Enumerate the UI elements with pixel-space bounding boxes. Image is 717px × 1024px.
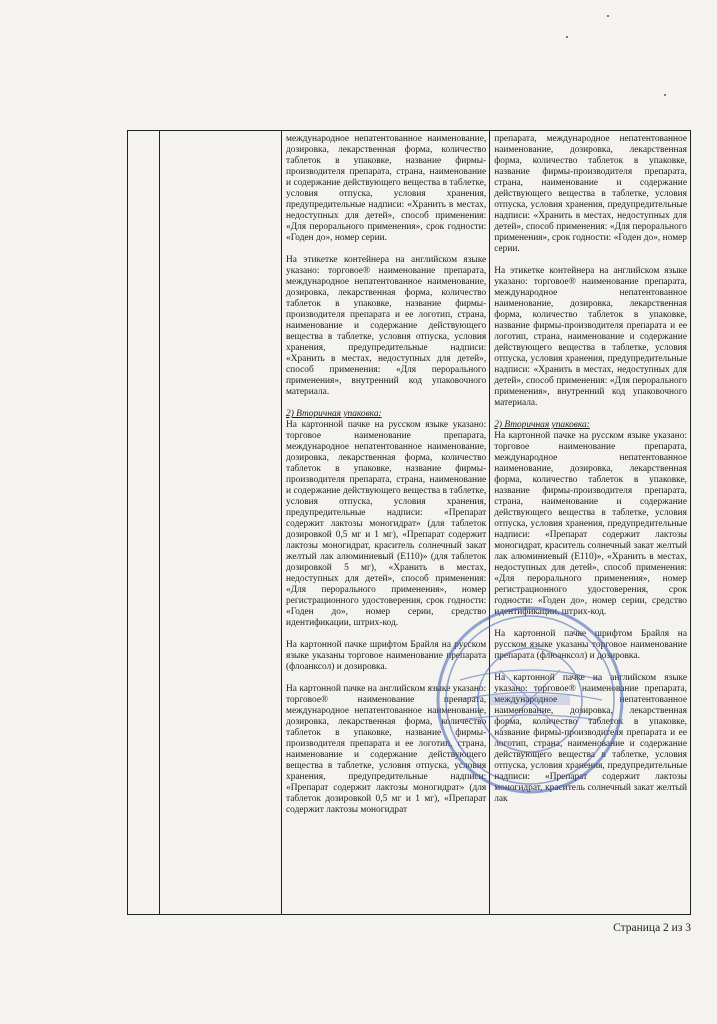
paragraph: На картонной пачке на русском языке указано: торговое наименование препарата, международное непатентованное наименование, дозировка, лекарственная форма, количество таблеток в упаковке, название фирмы-производителя препарата, страна, наименование и содержание действующего вещества в таблетке, условия отпуска, условия хранения, предупредительные надписи: «Препарат содержит лактозы моногидрат, краситель солнечный закат желтый лак алюминиевый (Е110)», «Хранить в местах, недоступных для детей», способ применения: «Для перорального применения», номер регистрационного удостоверения, срок годности: «Годен до», номер серии, средство идентификации, штрих-код. bbox=[494, 431, 687, 617]
table-cell-current-text bbox=[282, 131, 490, 915]
section-heading: 2) Вторичная упаковка: bbox=[286, 409, 382, 419]
paragraph: препарата, международное непатентованное наименование, дозировка, лекарственная форма, количество таблеток в упаковке, название фирмы-производителя препарата, страна, наименование и содержание действующего вещества в таблетке, условия отпуска, условия хранения, предупредительные надписи: «Хранить в местах, недоступных для детей», способ применения: «Для перорального применения», срок годности: «Годен до», номер серии. bbox=[494, 134, 687, 254]
paragraph: На картонной пачке шрифтом Брайля на русском языке указаны торговое наименование препарата (флюанксол) и дозировка. bbox=[494, 629, 687, 661]
paragraph: На картонной пачке шрифтом Брайля на русском языке указаны торговое наименование препарата (флоанксол) и дозировка. bbox=[286, 640, 487, 672]
table-cell-section bbox=[159, 131, 281, 915]
page-number: Страница 2 из 3 bbox=[613, 922, 691, 934]
table-row bbox=[128, 131, 691, 915]
paragraph: На картонной пачке на английском языке указано: торговое® наименование препарата, международное непатентованное наименование, дозировка, лекарственная форма, количество таблеток в упаковке, название фирмы-производителя препарата и ее логотип, страна, наименование и содержание действующего вещества в таблетке, условия отпуска, условия хранения, предупредительные надписи: «Препарат содержит лактозы моногидрат, краситель солнечный закат желтый лак bbox=[494, 673, 687, 804]
paper-speck bbox=[664, 94, 666, 96]
paper-speck bbox=[566, 36, 568, 38]
paragraph: На этикетке контейнера на английском языке указано: торговое® наименование препарата, международное непатентованное наименование, дозировка, лекарственная форма, количество таблеток в упаковке, название фирмы-производителя препарата и ее логотип, страна, наименование и содержание действующего вещества в таблетке, условия отпуска, условия хранения, предупредительные надписи: «Хранить в местах, недоступных для детей», способ применения: «Для перорального применения», внутренний код упаковочного материала. bbox=[286, 255, 487, 397]
paragraph: международное непатентованное наименование, дозировка, лекарственная форма, количество таблеток в упаковке, название фирмы-производителя препарата, страна, наименование и содержание действующего вещества в таблетке, условия отпуска, условия хранения, предупредительные надписи: «Хранить в местах, недоступных для детей», способ применения: «Для перорального применения», срок годности: «Годен до», номер серии. bbox=[286, 134, 487, 243]
paper-speck bbox=[607, 15, 609, 17]
content-table bbox=[127, 130, 691, 915]
table-cell-number bbox=[128, 131, 160, 915]
section-heading: 2) Вторичная упаковка: bbox=[494, 420, 590, 430]
paragraph: На картонной пачке на английском языке указано: торговое® наименование препарата, международное непатентованное наименование, дозировка, лекарственная форма, количество таблеток в упаковке, название фирмы-производителя препарата и ее логотип, страна, наименование и содержание действующего вещества в таблетке, условия отпуска, условия хранения, предупредительные надписи: «Препарат содержит лактозы моногидрат» (для таблеток дозировкой 0,5 мг и 1 мг), «Препарат содержит лактозы моногидрат bbox=[286, 684, 487, 815]
paragraph: На картонной пачке на русском языке указано: торговое наименование препарата, международное непатентованное наименование, дозировка, лекарственная форма, количество таблеток в упаковке, название фирмы-производителя препарата, страна, наименование и содержание действующего вещества в таблетке, условия отпуска, условия хранения, предупредительные надписи: «Препарат содержит лактозы моногидрат» (для таблеток дозировкой 0,5 мг и 1 мг), «Препарат содержит лактозы моногидрат, краситель солнечный закат желтый лак алюминиевый (Е110)» (для таблеток дозировкой 5 мг), «Хранить в местах, недоступных для детей», способ применения: «Для перорального применения», номер регистрационного удостоверения, срок годности: «Годен до», номер серии, средство идентификации, штрих-код. bbox=[286, 420, 487, 628]
paragraph: На этикетке контейнера на английском языке указано: торговое® наименование препарата, международное непатентованное наименование, дозировка, лекарственная форма, количество таблеток в упаковке, название фирмы-производителя препарата и ее логотип, страна, наименование и содержание действующего вещества в таблетке, условия отпуска, условия хранения, предупредительные надписи: «Хранить в местах, недоступных для детей», способ применения: «Для перорального применения», внутренний код упаковочного материала. bbox=[494, 266, 687, 408]
table-cell-new-text bbox=[490, 131, 691, 915]
